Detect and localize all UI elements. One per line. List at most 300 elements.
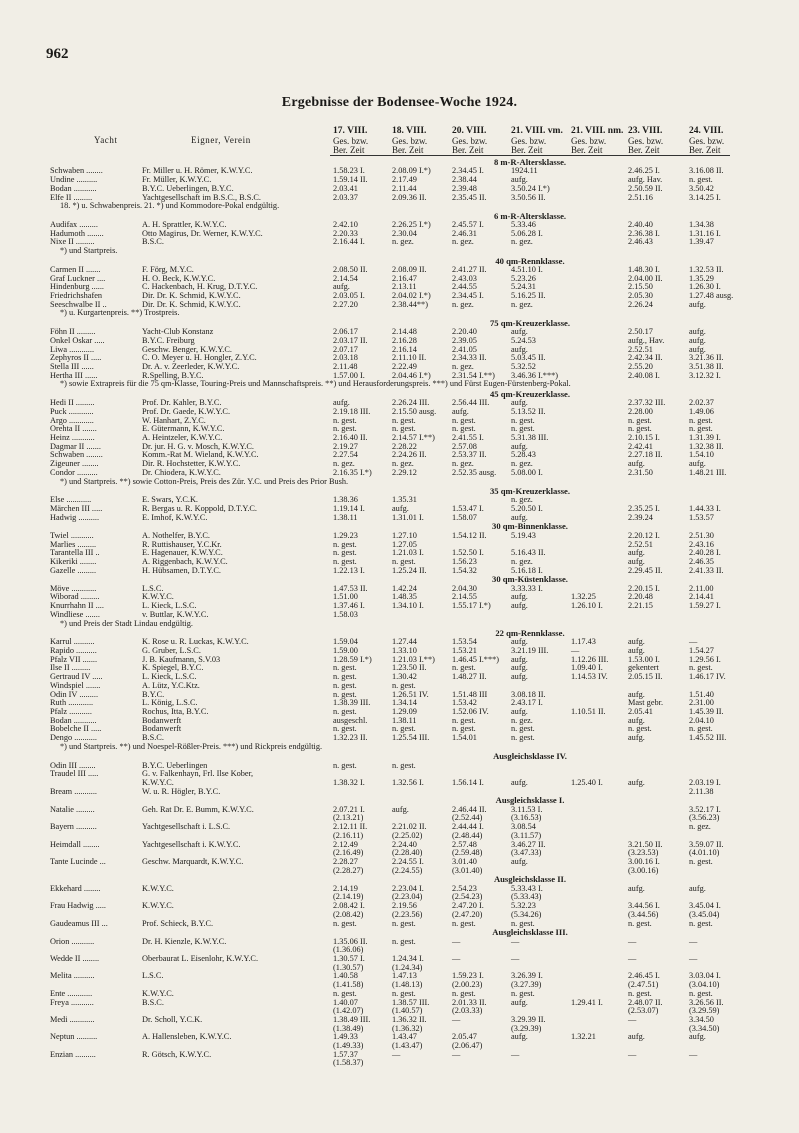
result-cell: n. gez.	[333, 459, 355, 469]
result-cell: 2.29.12	[392, 467, 417, 477]
result-cell: (3.11.57)	[511, 830, 542, 840]
yacht-name: Odin III ........	[50, 760, 96, 770]
result-cell: 1.54.12 II.	[452, 530, 487, 540]
result-cell: 2.29.45 II.	[628, 565, 663, 575]
result-cell: n. gest.	[511, 724, 535, 734]
result-cell: n. gest.	[333, 689, 357, 699]
result-cell: 2.11.48	[333, 362, 358, 371]
result-cell: —	[392, 1049, 401, 1059]
class-heading: 22 qm-Rennklasse.	[495, 627, 565, 638]
result-cell: —	[689, 1049, 698, 1059]
yacht-name: Heimdall ........	[50, 839, 100, 849]
result-cell: 1.27.44	[392, 637, 417, 647]
result-cell: 2.15.50	[628, 282, 653, 292]
result-cell: 2.43.16	[689, 539, 714, 549]
result-cell: 2.20.12 I.	[628, 530, 660, 540]
result-cell: aufg.	[333, 398, 350, 408]
yacht-name: Odin IV .........	[50, 689, 99, 699]
yacht-name: Zigeuner ........	[50, 459, 99, 469]
owner-club: Yachtgesellschaft i. K.W.Y.C.	[142, 839, 241, 849]
result-cell: 1.53.47 I.	[452, 504, 484, 513]
result-cell: 1.51.40	[689, 689, 714, 699]
yacht-name: Argo ............	[50, 415, 94, 425]
result-cell: 1.26.10 I.	[571, 601, 603, 611]
result-cell: n. gest.	[392, 760, 416, 770]
result-cell: 1.59.23 I.	[452, 971, 484, 981]
owner-club: Dr. Chiodera, K.W.Y.C.	[142, 467, 221, 477]
result-cell: 1.53.21	[452, 646, 477, 655]
owner-club: Dir. R. Hochstetter, K.W.Y.C.	[142, 459, 241, 469]
class-heading: Ausgleichsklasse II.	[493, 874, 567, 885]
result-cell: 3.21.19 III.	[511, 646, 549, 655]
result-cell: 2.57.48	[452, 839, 477, 849]
result-cell: 1.10.51 II.	[571, 706, 606, 716]
result-cell: —	[571, 646, 580, 655]
result-cell: 2.20.48	[628, 592, 653, 602]
result-cell: 1.19.14 I.	[333, 504, 365, 513]
yacht-name: Dengo ...........	[50, 733, 98, 742]
owner-club: Prof. Schieck, B.Y.C.	[142, 918, 214, 928]
result-cell: n. gest.	[333, 918, 357, 928]
result-cell: 1.56.14 I.	[452, 777, 484, 787]
result-cell: 2.03.37	[333, 192, 358, 202]
result-cell: —	[628, 936, 637, 946]
result-cell: 1.28.59 I.*)	[333, 654, 372, 664]
result-cell: 3.50.42	[689, 183, 714, 193]
yacht-name: Orehta II .......	[50, 424, 97, 434]
result-cell: 1.31.39 I.	[689, 433, 721, 442]
result-cell: 2.04.00 II.	[628, 273, 663, 283]
result-cell: 3.00.16 I.	[628, 856, 660, 866]
result-cell: 2.16.28	[392, 335, 417, 345]
result-cell: n. gest.	[392, 936, 416, 946]
result-cell: 3.44.56 I.	[628, 901, 660, 911]
result-cell: n. gest.	[452, 715, 476, 725]
result-cell: —	[511, 954, 520, 963]
yacht-name: Orion ...........	[50, 936, 95, 946]
result-cell: —	[689, 936, 698, 946]
owner-club: B.Y.C. Ueberlingen	[142, 760, 208, 770]
class-heading: 8 m-R-Altersklasse.	[493, 157, 567, 167]
result-cell: 2.30.04	[392, 228, 417, 238]
result-cell: 1.38.11	[392, 715, 417, 725]
result-cell: 2.10.15 I.	[628, 433, 660, 442]
day-header-sub: Ber. Zeit	[628, 145, 660, 156]
result-cell: 1924.11	[511, 166, 538, 176]
result-cell: (1.36.06)	[333, 945, 364, 955]
result-cell: 5.19.43	[511, 530, 536, 540]
result-cell: 1.26.30 I.	[689, 282, 721, 292]
result-cell: n. gest.	[333, 424, 357, 434]
result-cell: aufg.	[628, 646, 645, 655]
result-cell: 1.49.33	[333, 1032, 358, 1042]
day-header-sub: Ges. bzw.	[511, 135, 547, 146]
day-header-sub: Ges. bzw.	[628, 135, 664, 146]
result-cell: 5.13.52 II.	[511, 406, 546, 416]
result-cell: 2.05.41	[628, 706, 653, 716]
result-cell: 1.27.05	[392, 539, 417, 549]
yacht-name: Möve ............	[50, 583, 97, 593]
result-cell: 1.48.21 III.	[689, 467, 727, 477]
result-cell: 2.40.40	[628, 220, 653, 229]
result-cell: aufg.	[628, 777, 645, 787]
result-cell: 2.23.04 I.	[392, 883, 424, 893]
result-cell: n. gest.	[689, 856, 713, 866]
result-cell: aufg.	[689, 459, 706, 469]
class-heading: Ausgleichsklasse IV.	[493, 751, 567, 762]
result-cell: 5.32.23	[511, 901, 536, 911]
result-cell: 1.43.47	[392, 1032, 417, 1042]
day-header-date: 21. VIII. nm.	[571, 126, 624, 136]
result-cell: 1.29.23	[333, 530, 358, 540]
result-cell: 2.20.33	[333, 228, 358, 238]
result-cell: 1.58.23 I.	[333, 166, 365, 176]
owner-club: K. Rose u. R. Luckas, K.W.Y.C.	[142, 637, 249, 647]
result-cell: 1.54.32	[452, 565, 477, 575]
yacht-name: Enzian ..........	[50, 1049, 96, 1059]
result-cell: —	[689, 954, 698, 963]
owner-club: G. v. Falkenhayn, Frl. Ilse Kober,	[142, 769, 254, 779]
owner-club: L. Kieck, L.S.C.	[142, 601, 197, 611]
yacht-name: Neptun ..........	[50, 1032, 98, 1042]
result-cell: 2.53.37 II.	[452, 450, 487, 460]
result-cell: n. gez.	[689, 822, 711, 832]
result-cell: 3.26.56 II.	[689, 997, 724, 1007]
result-cell: 2.35.25 I.	[628, 504, 660, 513]
result-cell: 3.14.25 I.	[689, 192, 721, 202]
yacht-name: Twiel ...........	[50, 530, 94, 540]
yacht-name: Stella III ......	[50, 362, 94, 371]
result-cell: 2.02.37	[689, 398, 714, 408]
owner-club: Geschw. Benger, K.W.Y.C.	[142, 344, 232, 354]
owner-club: Prof. Dr. Gaede, K.W.Y.C.	[142, 406, 231, 416]
result-cell: n. gez.	[511, 237, 533, 247]
footnote: *) und Preis der Stadt Lindau endgültig.	[60, 618, 193, 628]
yacht-name: Tante Lucinde ...	[50, 856, 106, 866]
result-cell: n. gest.	[333, 539, 357, 549]
result-cell: 1.34.38	[689, 220, 714, 229]
class-heading: 30 qm-Küstenklasse.	[492, 574, 568, 585]
result-cell: 3.45.04 I.	[689, 901, 721, 911]
result-cell: 1.32.38 II.	[689, 441, 724, 451]
yacht-name: Audifax .........	[50, 220, 98, 229]
result-cell: (1.36.32)	[392, 1023, 423, 1033]
page-number: 962	[46, 46, 69, 62]
result-cell: n. gest.	[689, 663, 713, 673]
result-cell: 1.45.39 II.	[689, 706, 724, 716]
result-cell: 1.47.13	[392, 971, 417, 981]
result-cell: 2.52.35 ausg.	[452, 467, 497, 477]
result-cell: (1.58.37)	[333, 1058, 364, 1068]
owner-club: L.S.C.	[142, 971, 164, 981]
result-cell: 1.38.49 III.	[333, 1014, 371, 1024]
result-cell: 2.34.45 I.	[452, 166, 484, 176]
day-header-sub: Ges. bzw.	[689, 135, 725, 146]
owner-club: C. Hackenbach, H. Krug, D.T.Y.C.	[142, 282, 258, 292]
class-heading: Ausgleichsklasse I.	[495, 795, 565, 806]
result-cell: 2.11.38	[689, 786, 714, 796]
result-cell: n. gez.	[511, 715, 533, 725]
result-cell: 5.31.38 III.	[511, 433, 549, 442]
result-cell: 2.04.02 I.*)	[392, 291, 431, 300]
day-header-date: 24. VIII.	[689, 126, 724, 136]
owner-club: R. Götsch, K.W.Y.C.	[142, 1049, 212, 1059]
result-cell: n. gez.	[511, 459, 533, 469]
result-cell: aufg.	[511, 997, 528, 1007]
result-cell: 5.24.53	[511, 335, 536, 345]
footnote: *) und Startpreis. **) sowie Cotton-Preis, Preis des Zür. Y.C. und Preis des Prior Bush.	[60, 476, 349, 486]
yacht-name: Bobelche II .....	[50, 724, 102, 734]
owner-club: A. Hallensleben, K.W.Y.C.	[142, 1032, 232, 1042]
result-cell: aufg.	[511, 344, 528, 354]
result-cell: aufg.	[628, 715, 645, 725]
result-cell: 2.44.55	[452, 282, 477, 292]
result-cell: 1.30.57 I.	[333, 954, 365, 963]
result-cell: (2.47.20)	[452, 909, 483, 919]
owner-club: B.S.C.	[142, 733, 164, 742]
yacht-name: Ekkehard ........	[50, 883, 101, 893]
result-cell: 2.16.47	[392, 273, 417, 283]
owner-club: Bodanwerft	[142, 715, 182, 725]
footnote: *) und Startpreis.	[60, 246, 118, 256]
result-cell: 1.38.39 III.	[333, 698, 371, 708]
yacht-name: Hedi II .........	[50, 398, 95, 408]
result-cell: 3.33.33 I.	[511, 583, 543, 593]
yacht-name: Gaudeamus III ...	[50, 918, 108, 928]
result-cell: 1.34.14	[392, 698, 417, 708]
class-heading: 45 qm-Kreuzerklasse.	[489, 388, 571, 399]
result-cell: n. gest.	[333, 680, 357, 690]
result-cell: n. gez.	[452, 299, 474, 309]
result-cell: 1.48.30 I.	[628, 264, 660, 274]
result-cell: aufg.	[628, 556, 645, 566]
result-cell: aufg.	[511, 601, 528, 611]
class-heading: 30 qm-Binnenklasse.	[492, 521, 568, 532]
result-cell: 2.03.41	[333, 183, 358, 193]
result-cell: 2.16.40 II.	[333, 433, 368, 442]
result-cell: 1.25.24 II.	[392, 565, 427, 575]
yacht-name: Föhn II .........	[50, 327, 96, 337]
result-cell: 2.15.50 ausg.	[392, 406, 437, 416]
result-cell: (2.47.51)	[628, 980, 659, 990]
day-header-sub: Ber. Zeit	[333, 145, 365, 156]
yacht-name: Puck ............	[50, 406, 94, 416]
result-cell: 2.55.20	[628, 362, 653, 371]
result-cell: 2.31.00	[689, 698, 714, 708]
result-cell: aufg.	[333, 282, 350, 292]
owner-club: Yacht-Club Konstanz	[142, 327, 214, 337]
result-cell: aufg.	[628, 689, 645, 699]
result-cell: 2.03.18	[333, 353, 358, 363]
result-cell: n. gez.	[511, 556, 533, 566]
yacht-name: Bayern ..........	[50, 822, 97, 832]
result-cell: aufg.	[511, 663, 528, 673]
owner-club: Dr. H. Kienzle, K.W.Y.C.	[142, 936, 227, 946]
result-cell: n. gest.	[628, 918, 652, 928]
result-cell: 2.05.30	[628, 291, 653, 300]
result-cell: (5.34.26)	[511, 909, 542, 919]
result-cell: n. gest.	[392, 724, 416, 734]
result-cell: 2.04.30	[452, 583, 477, 593]
result-cell: 2.40.28 I.	[689, 548, 721, 558]
result-cell: aufg.	[628, 637, 645, 647]
owner-club: W. Hanhart, Z.Y.C.	[142, 415, 206, 425]
result-cell: (2.52.44)	[452, 813, 483, 823]
result-cell: Mast gebr.	[628, 698, 664, 708]
day-header-sub: Ber. Zeit	[452, 145, 484, 156]
result-cell: n. gest.	[333, 988, 357, 998]
result-cell: 2.31.54 I.**)	[452, 370, 495, 380]
result-cell: 2.16.35 I.*)	[333, 467, 372, 477]
owner-club: Dir. Dr. K. Schmid, K.W.Y.C.	[142, 291, 241, 300]
result-cell: 2.04.10	[689, 715, 714, 725]
result-cell: 3.08.54	[511, 822, 536, 832]
result-cell: 5.16.43 II.	[511, 548, 546, 558]
result-cell: aufg.	[392, 804, 409, 814]
result-cell: ausgeschl.	[333, 715, 368, 725]
result-cell: aufg.	[689, 1032, 706, 1042]
result-cell: —	[628, 1049, 637, 1059]
result-cell: 1.52.50 I.	[452, 548, 484, 558]
result-cell: n. gest.	[452, 918, 476, 928]
yacht-name: Kikeriki ........	[50, 556, 97, 566]
result-cell: 1.21.03 I.**)	[392, 654, 435, 664]
result-cell: 2.11.10 II.	[392, 353, 427, 363]
owner-club: B.Y.C. Freiburg	[142, 335, 195, 345]
yacht-name: Bodan ...........	[50, 183, 97, 193]
result-cell: n. gest.	[689, 424, 713, 434]
result-cell: 2.24.40	[392, 839, 417, 849]
result-cell: 1.21.03 I.	[392, 548, 424, 558]
owner-club: K.W.Y.C.	[142, 901, 174, 911]
result-cell: 1.53.00 I.	[628, 654, 660, 664]
owner-club: Dr. A. v. Zeerleder, K.W.Y.C.	[142, 362, 240, 371]
yacht-name: Windliese .......	[50, 609, 100, 619]
result-cell: 1.32.21	[571, 1032, 596, 1042]
owner-club: H. Hübsamen, D.T.Y.C.	[142, 565, 221, 575]
result-cell: n. gest.	[511, 424, 535, 434]
yacht-name: Nixe II .........	[50, 237, 95, 247]
result-cell: 1.32.25	[571, 592, 596, 602]
result-cell: 2.20.15 I.	[628, 583, 660, 593]
result-cell: 1.55.17 I.*)	[452, 601, 491, 611]
result-cell: 2.26.24 III.	[392, 398, 430, 408]
result-cell: —	[452, 1049, 461, 1059]
result-cell: 5.33.43 I.	[511, 883, 543, 893]
result-cell: n. gest.	[511, 733, 535, 742]
day-header-date: 17. VIII.	[333, 126, 368, 136]
owner-club: R. Ruttishauser, Y.C.Kr.	[142, 539, 222, 549]
result-cell: (2.08.42)	[333, 909, 364, 919]
result-cell: 3.11.53 I.	[511, 804, 543, 814]
result-cell: 1.30.42	[392, 672, 417, 682]
result-cell: (1.41.58)	[333, 980, 364, 990]
result-cell: 2.19.18 III.	[333, 406, 371, 416]
result-cell: 2.14.54	[333, 273, 358, 283]
result-cell: 3.29.39 II.	[511, 1014, 546, 1024]
result-cell: aufg.	[511, 592, 528, 602]
result-cell: n. gest.	[333, 556, 357, 566]
result-cell: aufg.	[511, 637, 528, 647]
yacht-name: Condor ..........	[50, 467, 98, 477]
result-cell: n. gez.	[452, 459, 474, 469]
day-header-date: 18. VIII.	[392, 126, 427, 136]
result-cell: 2.41.27 II.	[452, 264, 487, 274]
result-cell: 1.12.26 III.	[571, 654, 609, 664]
result-cell: 1.27.48 ausg.	[689, 291, 734, 300]
result-cell: 1.14.53 IV.	[571, 672, 608, 682]
result-cell: 1.44.33 I.	[689, 504, 721, 513]
result-cell: 1.59.27 I.	[689, 601, 721, 611]
result-cell: 1.40.07	[333, 997, 358, 1007]
day-header-date: 23. VIII.	[628, 126, 663, 136]
result-cell: 2.39.05	[452, 335, 477, 345]
class-heading: 6 m-R-Altersklasse.	[493, 210, 567, 221]
result-cell: (2.28.40)	[392, 848, 423, 858]
yacht-name: Karrul ..........	[50, 637, 95, 647]
result-cell: 2.28.00	[628, 406, 653, 416]
result-cell: 2.42.34 II.	[628, 353, 663, 363]
owner-club: Oberbaurat L. Eisenlohr, K.W.Y.C.	[142, 954, 259, 963]
result-cell: 2.08.50 II.	[333, 264, 368, 274]
result-cell: 2.41.05	[452, 344, 477, 354]
result-cell: aufg.	[511, 654, 528, 664]
yacht-name: Medi ............	[50, 1014, 95, 1024]
result-cell: (2.14.19)	[333, 892, 364, 902]
result-cell: (2.06.47)	[452, 1041, 483, 1050]
result-cell: 1.32.53 II.	[689, 264, 724, 274]
result-cell: (5.33.43)	[511, 892, 542, 902]
result-cell: 2.21.15	[628, 601, 653, 611]
class-heading: Ausgleichsklasse III.	[492, 927, 568, 938]
result-cell: n. gest.	[333, 706, 357, 716]
result-cell: 3.16.08 II.	[689, 166, 724, 176]
result-cell: 2.19.56	[392, 901, 417, 911]
result-cell: —	[628, 954, 637, 963]
result-cell: n. gest.	[333, 548, 357, 558]
result-cell: (1.24.34)	[392, 962, 423, 972]
result-cell: 2.52.51	[628, 344, 653, 354]
result-cell: 3.03.04 I.	[689, 971, 721, 981]
yacht-name: Schwaben ........	[50, 450, 103, 460]
result-cell: n. gest.	[689, 175, 713, 185]
result-cell: (3.27.39)	[511, 980, 542, 990]
owner-club: B.S.C.	[142, 997, 164, 1007]
result-cell: 2.51.16	[628, 192, 653, 202]
result-cell: n. gest.	[452, 988, 476, 998]
result-cell: 1.58.03	[333, 609, 358, 619]
result-cell: 1.29.56 I.	[689, 654, 721, 664]
result-cell: n. gest.	[511, 415, 535, 425]
result-cell: aufg.	[628, 733, 645, 742]
result-cell: n. gest.	[452, 724, 476, 734]
result-cell: (3.56.23)	[689, 813, 720, 823]
result-cell: 1.35.06 II.	[333, 936, 368, 946]
yacht-name: Frau Hadwig .....	[50, 901, 106, 911]
result-cell: 5.20.50 I.	[511, 504, 543, 513]
result-cell: 2.24.26 II.	[392, 450, 427, 460]
owner-club: H. O. Beck, K.W.Y.C.	[142, 273, 216, 283]
owner-club: Bodanwerft	[142, 724, 182, 734]
owner-club: A. H. Sprattler, K.W.Y.C.	[142, 220, 227, 229]
day-header-sub: Ber. Zeit	[571, 145, 603, 156]
result-cell: 2.05.15 II.	[628, 672, 663, 682]
result-cell: 2.01.33 II.	[452, 997, 487, 1007]
result-cell: (2.48.44)	[452, 830, 483, 840]
result-cell: —	[452, 936, 461, 946]
result-cell: 2.54.23	[452, 883, 477, 893]
result-cell: n. gez.	[452, 237, 474, 247]
